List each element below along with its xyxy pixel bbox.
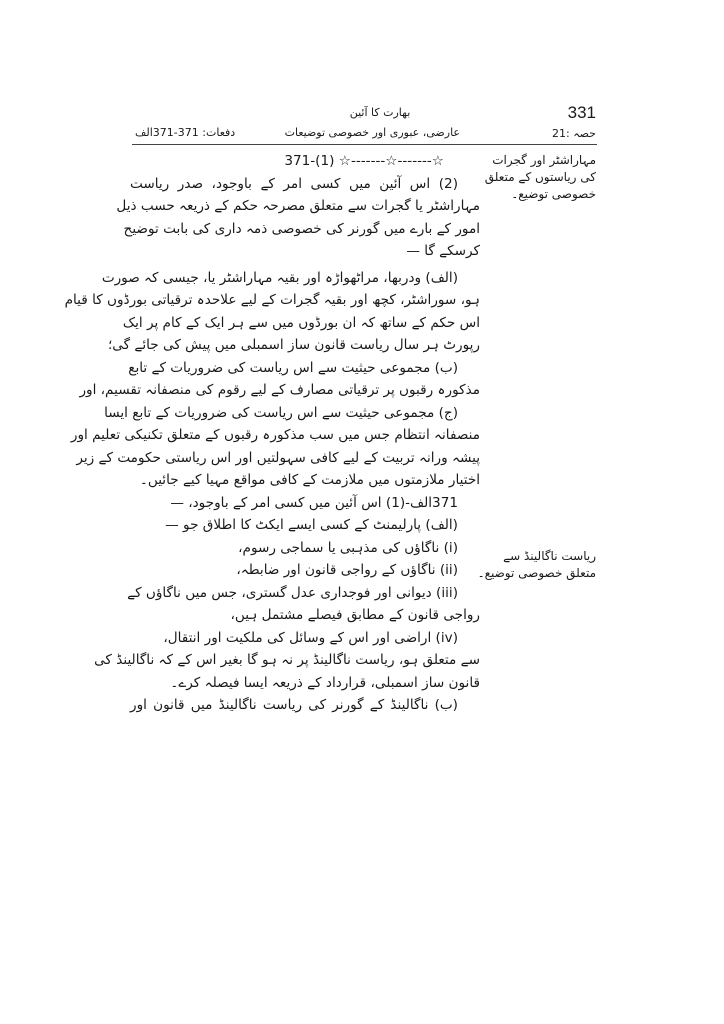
margin-note-nagaland <box>477 548 596 582</box>
body-line: منصفانہ انتظام جس میں سب مذکورہ رقبوں کے متعلق تکنیکی تعلیم اور <box>70 427 480 443</box>
chapter-title: عارضی، عبوری اور خصوصی توضیعات <box>284 126 460 139</box>
body-line: (2) اس آئین میں کسی امر کے باوجود، صدر ریاست <box>130 175 458 192</box>
body-line: اختیار ملازمتوں میں ملازمت کے کافی مواقع مہیا کیے جائیں۔ <box>139 472 480 488</box>
body-line: مہاراشٹر یا گجرات سے متعلق مصرحہ حکم کے ذریعہ حسب ذیل <box>116 198 480 214</box>
clause-a-line: (الف) پارلیمنٹ کے کسی ایسے ایکٹ کا اطلاق جو — <box>165 517 458 533</box>
clause-a-line: (الف) ودربھا، مراٹھواڑہ اور بقیہ مہاراشٹر یا، جیسی کہ صورت <box>101 269 458 286</box>
subclause-ii-line: (ii) ناگاؤں کے رواجی قانون اور ضابطہ، <box>236 562 458 578</box>
clause-b-line: (ب) مجموعی حیثیت سے اس ریاست کی ضروریات کے تابع <box>128 359 458 376</box>
body-line: مذکورہ رقبوں پر ترقیاتی مصارف کے لیے رقوم کی منصفانہ تقسیم، اور <box>79 382 480 398</box>
margin-note-line: خصوصی توضیع۔ <box>511 187 596 201</box>
subclause-i-line: (i) ناگاؤں کی مذہبی یا سماجی رسوم، <box>238 539 458 556</box>
header-rule <box>132 144 597 145</box>
page-number: 331 <box>567 103 596 122</box>
article-371-1-line: ☆-------☆-------☆ (1)-371 <box>284 153 444 169</box>
body-line: سے متعلق ہو، ریاست ناگالینڈ پر نہ ہو گا بغیر اس کے کہ ناگالینڈ کی <box>94 652 480 668</box>
article-371a-line: 371الف-(1) اس آئین میں کسی امر کے باوجود، — <box>170 494 458 511</box>
body-line: قانون ساز اسمبلی، قرارداد کے ذریعہ ایسا فیصلہ کرے۔ <box>170 674 480 691</box>
margin-note-line: ریاست ناگالینڈ سے <box>503 549 596 563</box>
articles-label: دفعات: 371-371الف <box>135 126 236 139</box>
main-text <box>64 150 480 717</box>
margin-note-line: متعلق خصوصی توضیع۔ <box>477 566 596 580</box>
body-line: رواجی قانون کے مطابق فیصلے مشتمل ہیں، <box>230 607 480 623</box>
part-label: حصہ :21 <box>552 127 596 140</box>
body-line: ہو، سوراشٹر، کچھ اور بقیہ گجرات کے لیے علاحدہ ترقیاتی بورڈوں کا قیام <box>64 292 480 308</box>
margin-note-maharashtra-gujarat <box>484 152 596 203</box>
body-line: پیشہ ورانہ تربیت کے لیے کافی سہولتیں اور اس ریاستی حکومت کے زیر <box>76 449 480 466</box>
subclause-iv-line: (iv) اراضی اور اس کے وسائل کی ملکیت اور انتقال، <box>163 629 458 646</box>
clause-c-line: (ج) مجموعی حیثیت سے اس ریاست کی ضروریات کے تابع ایسا <box>104 404 458 421</box>
margin-note-line: مہاراشٹر اور گجرات <box>492 153 596 167</box>
body-line: امور کے بارے میں گورنر کی خصوصی ذمہ داری کی بابت توضیح <box>123 220 480 237</box>
body-line: رپورٹ ہر سال ریاست قانون ساز اسمبلی میں پیش کی جائے گی؛ <box>107 337 480 353</box>
body-line: کرسکے گا — <box>406 243 480 259</box>
book-title: بھارت کا آئین <box>349 106 411 119</box>
clause-b-line: (ب) ناگالینڈ کے گورنر کی ریاست ناگالینڈ میں قانون اور <box>130 697 458 713</box>
subclause-iii-line: (iii) دیوانی اور فوجداری عدل گستری، جس میں ناگاؤں کے <box>127 584 458 601</box>
body-line: اس حکم کے ساتھ کہ ان بورڈوں میں سے ہر ایک کے کام پر ایک <box>122 314 480 331</box>
margin-note-line: کی ریاستوں کے متعلق <box>484 170 596 184</box>
